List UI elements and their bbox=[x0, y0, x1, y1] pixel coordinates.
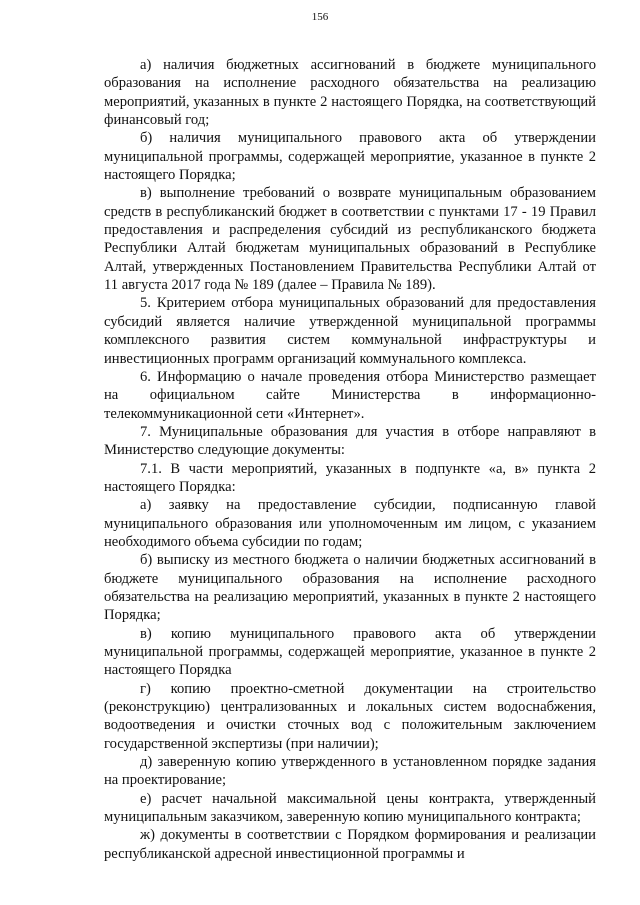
paragraph-clause-7: 7. Муниципальные образования для участия в отборе направляют в Министерство следующие документы: bbox=[104, 423, 596, 459]
paragraph-item-e-price-calculation: е) расчет начальной максимальной цены контракта, утвержденный муниципальным заказчиком, заверенную копию муниципального контракта; bbox=[104, 790, 596, 826]
paragraph-item-a-budget: а) наличия бюджетных ассигнований в бюджете муниципального образования на исполнение расходного обязательства на реализацию мероприятий, указанных в пункте 2 настоящего Порядка, на соответствующий финансовый год; bbox=[104, 57, 596, 129]
paragraph-clause-5: 5. Критерием отбора муниципальных образований для предоставления субсидий является наличие утвержденной муниципальной программы комплексного развития систем коммунальной инфраструктуры и инвестиционных программ организаций коммунального комплекса. bbox=[104, 295, 596, 367]
paragraph-item-b-budget-extract: б) выписку из местного бюджета о наличии бюджетных ассигнований в бюджете муниципального образования на исполнение расходного обязательства на реализацию мероприятий, указанных в пункте 2 настоящего Порядка; bbox=[104, 552, 596, 624]
document-body bbox=[104, 56, 596, 863]
paragraph-item-a-application: а) заявку на предоставление субсидии, подписанную главой муниципального образования или уполномоченным им лицом, с указанием необходимого объема субсидии по годам; bbox=[104, 497, 596, 550]
paragraph-item-g-design-docs: г) копию проектно-сметной документации на строительство (реконструкцию) централизованных и локальных систем водоснабжения, водоотведения и очистки сточных вод с положительным заключением государственной экспертизы (при наличии); bbox=[104, 680, 596, 752]
paragraph-item-zh-documents: ж) документы в соответствии с Порядком формирования и реализации республиканской адресной инвестиционной программы и bbox=[104, 827, 596, 862]
page-number: 156 bbox=[311, 11, 329, 23]
paragraph-item-d-design-assignment: д) заверенную копию утвержденного в установленном порядке задания на проектирование; bbox=[104, 754, 596, 789]
paragraph-item-v-legal-act-copy: в) копию муниципального правового акта об утверждении муниципальной программы, содержащей мероприятие, указанное в пункте 2 настоящего Порядка bbox=[104, 625, 596, 679]
paragraph-item-b-legal-act: б) наличия муниципального правового акта об утверждении муниципальной программы, содержащей мероприятие, указанное в пункте 2 настоящего Порядка; bbox=[104, 130, 596, 184]
paragraph-item-v-return-requirements: в) выполнение требований о возврате муниципальным образованием средств в республиканский бюджет в соответствии с пунктами 17 - 19 Правил предоставления и распределения субсидий из республиканского бюджета Республики Алтай бюджетам муниципальных образований в Республике Алтай, утвержденных Постановлением Правительства Республики Алтай от 11 августа 2017 года № 189 (далее – Правила № 189). bbox=[104, 185, 596, 294]
paragraph-clause-6: 6. Информацию о начале проведения отбора Министерство размещает на официальном сайте Министерства в информационно-телекоммуникационной сети «Интернет». bbox=[104, 368, 596, 422]
paragraph-clause-7-1: 7.1. В части мероприятий, указанных в подпункте «а, в» пункта 2 настоящего Порядка: bbox=[104, 460, 596, 495]
